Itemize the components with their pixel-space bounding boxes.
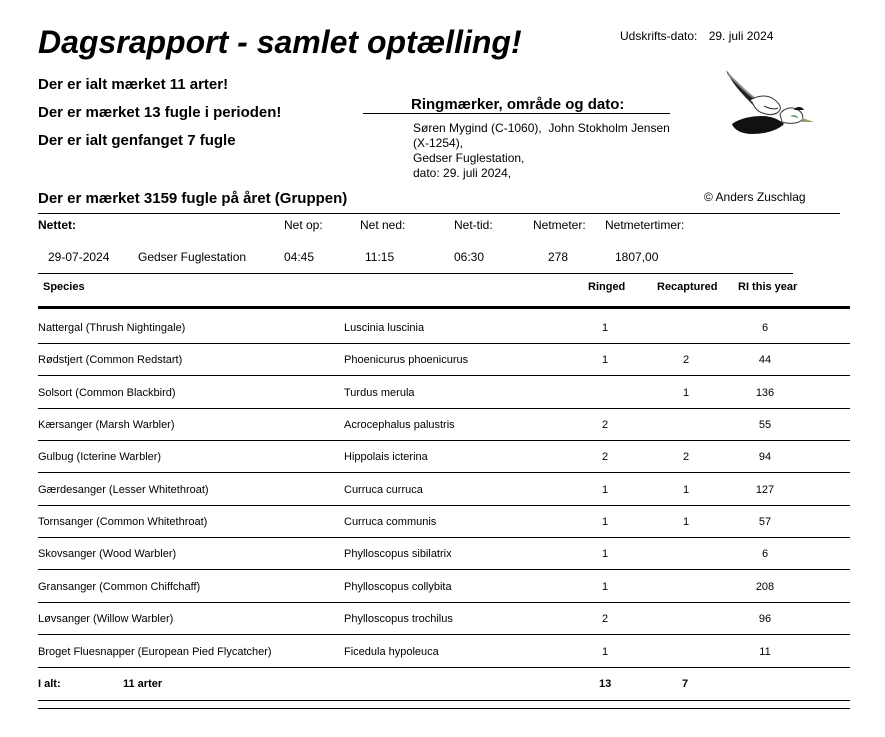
table-row xyxy=(38,538,850,570)
ri-year-count: 136 xyxy=(755,387,775,399)
species-name: Solsort (Common Blackbird) xyxy=(38,387,176,399)
ri-year-count: 127 xyxy=(755,484,775,496)
ri-year-count: 96 xyxy=(758,613,772,625)
recaptured-total-text: Der er ialt genfanget 7 fugle xyxy=(38,132,236,149)
species-latin: Phylloscopus collybita xyxy=(344,581,452,593)
table-row xyxy=(38,377,850,409)
species-name: Kærsanger (Marsh Warbler) xyxy=(38,419,175,431)
ringer-underline xyxy=(363,113,670,114)
ri-year-count: 55 xyxy=(758,419,772,431)
ri-year-count: 11 xyxy=(759,646,771,658)
netmeter-value: 278 xyxy=(548,250,569,264)
species-latin: Hippolais icterina xyxy=(344,451,428,463)
row-separator xyxy=(38,472,850,473)
table-row xyxy=(38,571,850,603)
table-row xyxy=(38,636,850,668)
ringed-count: 2 xyxy=(601,419,609,431)
table-header-rule xyxy=(38,306,850,309)
ri-year-count: 208 xyxy=(755,581,775,593)
species-latin: Curruca curruca xyxy=(344,484,423,496)
species-name: Gransanger (Common Chiffchaff) xyxy=(38,581,201,593)
ringed-count: 1 xyxy=(601,646,609,658)
ri-year-count: 94 xyxy=(758,451,772,463)
netmeter-header: Netmeter: xyxy=(533,218,586,232)
ringed-count: 1 xyxy=(601,322,609,334)
row-separator xyxy=(38,667,850,668)
ringed-count: 1 xyxy=(601,354,609,366)
divider xyxy=(38,700,850,701)
net-tid-header: Net-tid: xyxy=(454,218,493,232)
row-separator xyxy=(38,375,850,376)
birds-period-text: Der er mærket 13 fugle i perioden! xyxy=(38,104,282,121)
print-date-value: 29. juli 2024 xyxy=(708,29,774,43)
divider xyxy=(38,708,850,709)
row-separator xyxy=(38,569,850,570)
species-latin: Ficedula hypoleuca xyxy=(344,646,439,658)
species-name: Tornsanger (Common Whitethroat) xyxy=(38,516,208,528)
net-op-value: 04:45 xyxy=(284,250,315,264)
netmetertimer-value: 1807,00 xyxy=(615,250,659,264)
table-row xyxy=(38,441,850,473)
species-latin: Acrocephalus palustris xyxy=(344,419,455,431)
species-column-header: Species xyxy=(43,281,85,293)
ringed-count: 2 xyxy=(601,451,609,463)
ringer-heading: Ringmærker, område og dato: xyxy=(411,96,625,113)
total-recaptured: 7 xyxy=(682,678,689,690)
net-place: Gedser Fuglestation xyxy=(138,250,247,264)
species-name: Nattergal (Thrush Nightingale) xyxy=(38,322,186,334)
recaptured-count: 1 xyxy=(682,516,690,528)
species-latin: Phoenicurus phoenicurus xyxy=(344,354,469,366)
ringed-count: 1 xyxy=(601,516,609,528)
ringed-count: 1 xyxy=(601,548,609,560)
table-row xyxy=(38,474,850,506)
page-title: Dagsrapport - samlet optælling! xyxy=(38,24,522,60)
species-latin: Phylloscopus trochilus xyxy=(344,613,453,625)
species-name: Løvsanger (Willow Warbler) xyxy=(38,613,174,625)
total-label: I alt: xyxy=(38,678,61,690)
table-row xyxy=(38,603,850,635)
ringer-details: Søren Mygind (C-1060), John Stokholm Jensen (X-1254), Gedser Fuglestation, dato: 29. juli 2024, xyxy=(413,121,670,180)
species-name: Gærdesanger (Lesser Whitethroat) xyxy=(38,484,209,496)
species-name: Broget Fluesnapper (European Pied Flycatcher) xyxy=(38,646,272,658)
copyright-text: © Anders Zuschlag xyxy=(704,190,806,204)
net-ned-value: 11:15 xyxy=(365,250,395,264)
recaptured-column-header: Recaptured xyxy=(657,281,718,293)
ringed-count: 2 xyxy=(601,613,609,625)
ringed-count: 1 xyxy=(601,581,609,593)
species-latin: Curruca communis xyxy=(344,516,437,528)
table-row xyxy=(38,344,850,376)
table-row xyxy=(38,506,850,538)
net-ned-header: Net ned: xyxy=(360,218,406,232)
recaptured-count: 2 xyxy=(682,354,690,366)
net-date: 29-07-2024 xyxy=(48,250,110,264)
species-name: Gulbug (Icterine Warbler) xyxy=(38,451,162,463)
print-date xyxy=(620,29,773,43)
row-separator xyxy=(38,634,850,635)
total-species: 11 arter xyxy=(123,678,163,690)
ringed-count: 1 xyxy=(601,484,609,496)
netmetertimer-header: Netmetertimer: xyxy=(605,218,685,232)
species-latin: Luscinia luscinia xyxy=(344,322,425,334)
ri-year-count: 6 xyxy=(761,548,769,560)
ri-year-count: 6 xyxy=(761,322,769,334)
species-name: Rødstjert (Common Redstart) xyxy=(38,354,183,366)
species-latin: Turdus merula xyxy=(344,387,415,399)
recaptured-count: 1 xyxy=(682,387,690,399)
species-total-text: Der er ialt mærket 11 arter! xyxy=(38,76,229,93)
year-total-text: Der er mærket 3159 fugle på året (Gruppen) xyxy=(38,190,348,207)
species-latin: Phylloscopus sibilatrix xyxy=(344,548,452,560)
ri-year-count: 57 xyxy=(758,516,772,528)
recaptured-count: 2 xyxy=(682,451,690,463)
net-label: Nettet: xyxy=(38,218,76,232)
ri-year-column-header: RI this year xyxy=(738,281,798,293)
print-date-label: Udskrifts-dato: xyxy=(620,29,698,43)
table-row xyxy=(38,312,850,344)
recaptured-count: 1 xyxy=(682,484,690,496)
divider xyxy=(38,213,840,214)
eider-duck-icon xyxy=(718,66,816,138)
divider xyxy=(38,273,793,274)
ri-year-count: 44 xyxy=(758,354,772,366)
net-op-header: Net op: xyxy=(284,218,323,232)
net-tid-value: 06:30 xyxy=(454,250,485,264)
table-row xyxy=(38,409,850,441)
total-ringed: 13 xyxy=(599,678,612,690)
ringed-column-header: Ringed xyxy=(588,281,626,293)
species-name: Skovsanger (Wood Warbler) xyxy=(38,548,177,560)
